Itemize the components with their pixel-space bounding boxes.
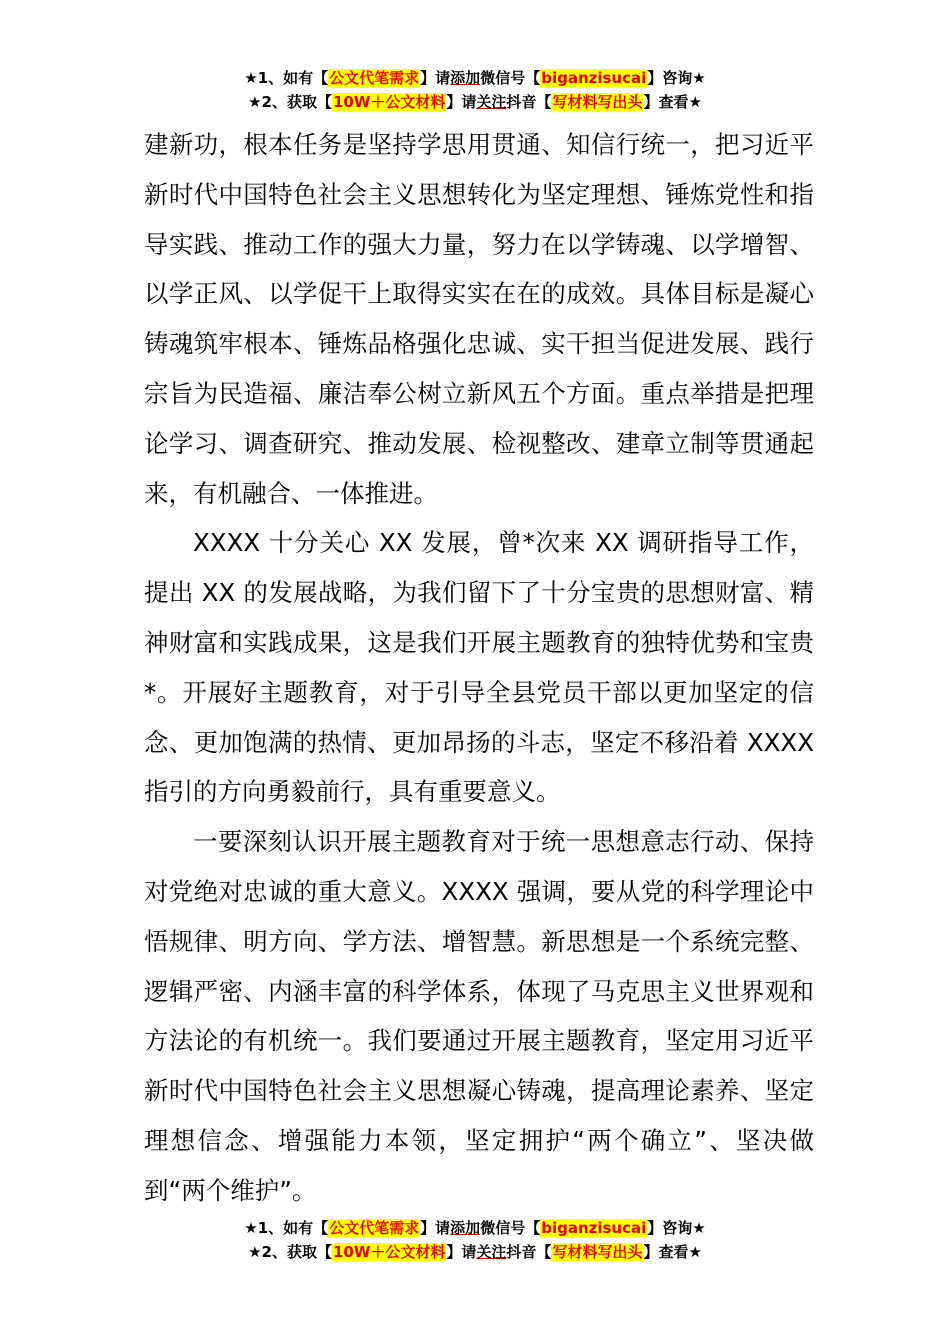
banner-line-2: ★2、获取【10W＋公文材料】请关注抖音【写材料写出头】查看★	[248, 93, 702, 111]
banner-underlined-text: 关注	[476, 93, 507, 111]
text-line: 近平新时代中国特色社会主义思想转化为坚定理想、锤炼	[144, 130, 814, 209]
text-line: 个方面。重点举措是把理论学习、调查研究、推动发展、	[144, 378, 815, 458]
banner-highlight: 10W＋公文材料	[332, 1243, 446, 1261]
banner-highlight: 公文代笔需求	[329, 1219, 420, 1237]
text-line: 提出 XX 的发展战略，为我们留下了十分宝贵的思想财富、	[144, 578, 790, 608]
banner-wechat-id: biganzisucai	[541, 1219, 647, 1237]
banner-douyin-id: 写材料写出头	[552, 1243, 643, 1261]
text-line: 移沿着 XXXX 指引的方向勇毅前行，具有重要意义。	[144, 727, 814, 807]
footer-banner	[0, 1216, 950, 1264]
banner-underlined-text: 添加	[450, 1219, 481, 1237]
banner-line-1: ★1、如有【公文代笔需求】请添加微信号【biganzisucai】咨询★	[244, 69, 706, 87]
banner-highlight: 公文代笔需求	[329, 69, 420, 87]
star-icon: ★	[688, 1243, 702, 1261]
text-line: 一要深刻认识开展主题教育对于统一思想意志行动、	[193, 827, 765, 857]
paragraph	[144, 120, 814, 518]
text-line: 坚定的信念、更加饱满的热情、更加昂扬的斗志，坚定不	[144, 677, 815, 757]
star-icon: ★	[688, 93, 702, 111]
banner-line-2: ★2、获取【10W＋公文材料】请关注抖音【写材料写出头】查看★	[248, 1243, 702, 1261]
banner-underlined-text: 关注	[476, 1243, 507, 1261]
banner-wechat-id: biganzisucai	[541, 69, 647, 87]
banner-underlined-text: 添加	[450, 69, 481, 87]
text-line: 系统完整、逻辑严密、内涵丰富的科学体系，体现了马克	[144, 926, 815, 1006]
paragraph	[144, 817, 814, 1215]
document-body	[144, 120, 814, 1216]
text-line: 理论中悟规律、明方向、学方法、增智慧。新思想是一个	[144, 876, 815, 956]
star-icon: ★	[244, 1219, 258, 1237]
text-line: 思主义世界观和方法论的有机统一。我们要通过开展主题	[144, 976, 815, 1056]
text-line: 教育，坚定用习近平新时代中国特色社会主义思想凝心铸	[144, 1026, 815, 1106]
text-line: 精神财富和实践成果，这是我们开展主题教育的独特优势	[144, 578, 814, 657]
text-line: 建新功，根本任务是坚持学思用贯通、知信行统一，把习	[144, 130, 765, 159]
star-icon: ★	[248, 1243, 262, 1261]
text-line: 检视整改、建章立制等贯通起来，有机融合、一体推进。	[144, 428, 814, 508]
text-line: 保持对党绝对忠诚的重大意义。XXXX 强调，要从党的科学	[144, 827, 815, 906]
text-line: 和宝贵*。开展好主题教育，对于引导全县党员干部以更加	[144, 627, 814, 707]
star-icon: ★	[692, 1219, 706, 1237]
paragraph	[144, 518, 814, 817]
banner-line-1: ★1、如有【公文代笔需求】请添加微信号【biganzisucai】咨询★	[244, 1219, 706, 1237]
text-line: 具体目标是凝心铸魂筑牢根本、锤炼品格强化忠诚、实干	[144, 279, 815, 359]
text-line: 以学增智、以学正风、以学促干上取得实实在在的成效。	[144, 229, 815, 309]
header-banner	[0, 66, 950, 114]
text-line: XXXX 十分关心 XX 发展，曾*次来 XX 调研指导工作，	[193, 528, 814, 558]
star-icon: ★	[692, 69, 706, 87]
text-line: 魂，提高理论素养、坚定理想信念、增强能力本领，坚定	[144, 1076, 815, 1155]
text-line: 拥护“两个确立”、坚决做到“两个维护”。	[144, 1125, 814, 1205]
text-line: 党性和指导实践、推动工作的强大力量，努力在以学铸魂、	[144, 179, 815, 259]
star-icon: ★	[244, 69, 258, 87]
banner-douyin-id: 写材料写出头	[552, 93, 643, 111]
banner-highlight: 10W＋公文材料	[332, 93, 446, 111]
star-icon: ★	[248, 93, 262, 111]
text-line: 担当促进发展、践行宗旨为民造福、廉洁奉公树立新风五	[144, 329, 815, 408]
